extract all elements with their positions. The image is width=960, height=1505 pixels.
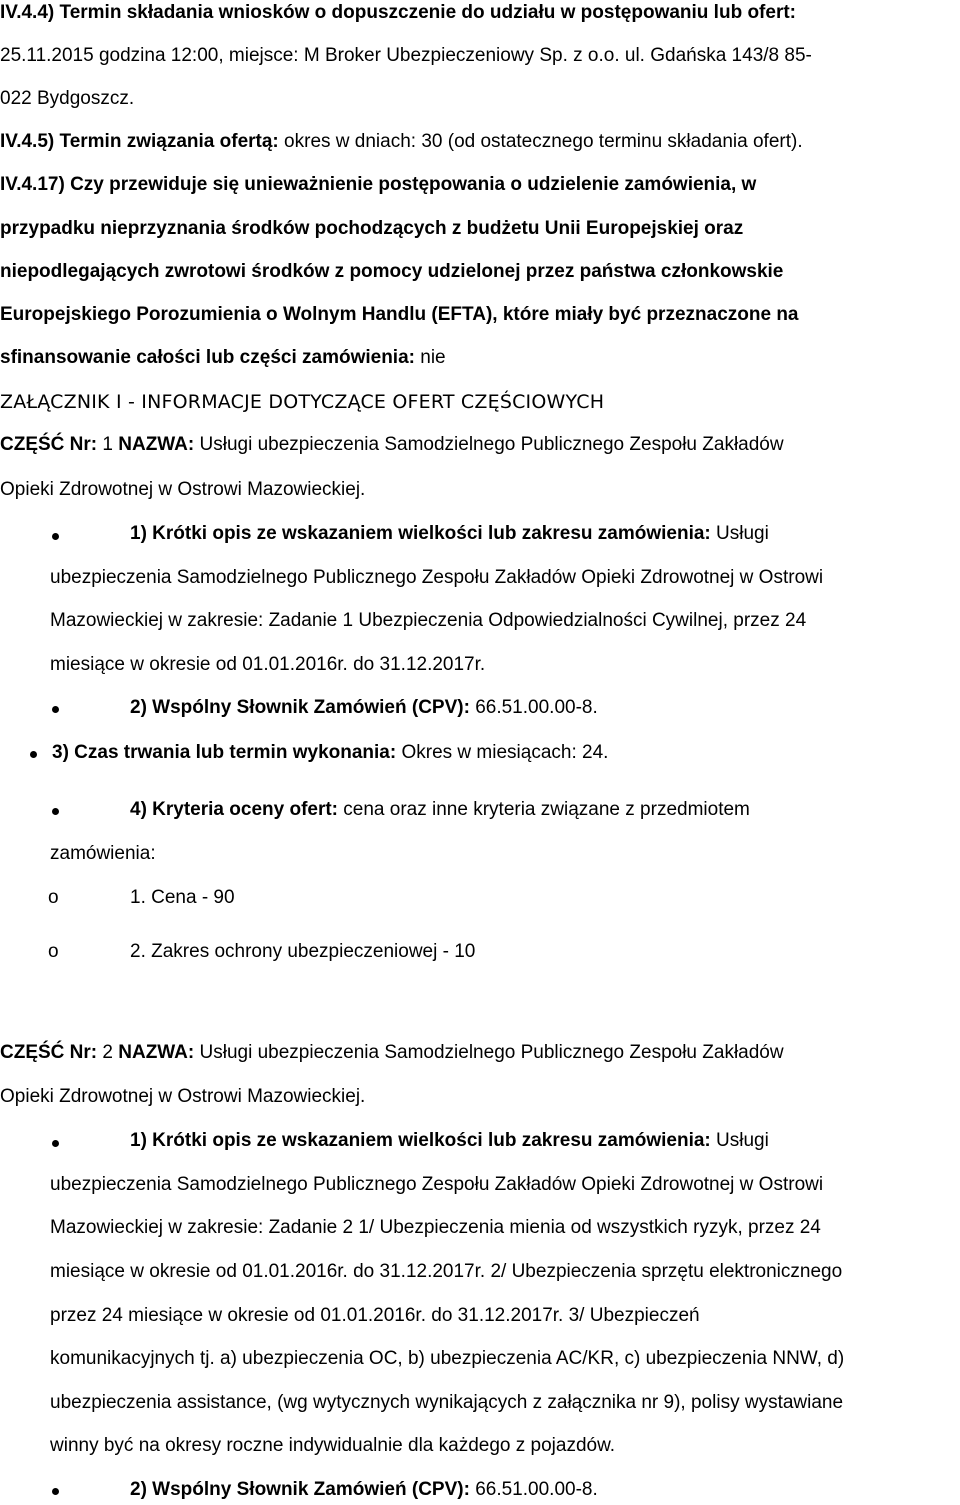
section-iv417-line2: przypadku nieprzyznania środków pochodzących z budżetu Unii Europejskiej oraz: [0, 218, 744, 239]
annex-heading: ZAŁĄCZNIK I - INFORMACJE DOTYCZĄCE OFERT CZĘŚCIOWYCH: [0, 391, 605, 413]
part1-criterion-2: 2. Zakres ochrony ubezpieczeniowej - 10: [130, 941, 476, 962]
part1-item1-value: Usługi: [710, 523, 769, 544]
part1-header-line2: Opieki Zdrowotnej w Ostrowi Mazowieckiej.: [0, 479, 366, 500]
part1-item2: [130, 697, 598, 719]
part1-item1-line3: Mazowieckiej w zakresie: Zadanie 1 Ubezpieczenia Odpowiedzialności Cywilnej, przez 24: [50, 610, 807, 631]
section-iv417-line3: niepodlegających zwrotowi środków z pomocy udzielonej przez państwa członkowskie: [0, 261, 784, 282]
part2-item2: [130, 1479, 598, 1501]
part1-duration-label: 3) Czas trwania lub termin wykonania:: [52, 742, 397, 763]
bullet-icon: [52, 533, 59, 540]
part1-criteria-value: cena oraz inne kryteria związane z przedmiotem: [338, 799, 750, 820]
section-iv45-label: IV.4.5) Termin związania ofertą:: [0, 131, 279, 152]
part1-name-value: Usługi ubezpieczenia Samodzielnego Publicznego Zespołu Zakładów: [194, 434, 784, 455]
part2-item1-line5: przez 24 miesiące w okresie od 01.01.2016r. do 31.12.2017r. 3/ Ubezpieczeń: [50, 1305, 700, 1326]
section-iv45-line: [0, 131, 803, 153]
bullet-icon: [52, 1488, 59, 1495]
part1-cpv-value: 66.51.00.00-8.: [469, 697, 598, 718]
section-iv44-heading: IV.4.4) Termin składania wniosków o dopuszczenie do udziału w postępowaniu lub ofert:: [0, 2, 796, 23]
section-iv44-text-line2: 022 Bydgoszcz.: [0, 88, 135, 109]
circle-bullet-icon: o: [48, 887, 59, 908]
part1-item3: [52, 742, 608, 764]
section-iv417-question: sfinansowanie całości lub części zamówienia:: [0, 347, 415, 368]
section-iv417-answer: nie: [414, 347, 446, 368]
part1-cpv-label: 2) Wspólny Słownik Zamówień (CPV):: [130, 697, 470, 718]
part2-item1-line8: winny być na okresy roczne indywidualnie dla każdego z pojazdów.: [50, 1435, 616, 1456]
section-iv45-value: okres w dniach: 30 (od ostatecznego terminu składania ofert).: [278, 131, 803, 152]
part2-header-line1: [0, 1042, 784, 1064]
part2-name-value: Usługi ubezpieczenia Samodzielnego Publicznego Zespołu Zakładów: [194, 1042, 784, 1063]
part1-duration-value: Okres w miesiącach: 24.: [396, 742, 609, 763]
section-iv417-line1: IV.4.17) Czy przewiduje się unieważnienie postępowania o udzielenie zamówienia, w: [0, 174, 757, 195]
part1-criteria-label: 4) Kryteria oceny ofert:: [130, 799, 339, 820]
bullet-icon: [52, 808, 59, 815]
part2-number-value: 2: [97, 1042, 119, 1063]
part2-cpv-value: 66.51.00.00-8.: [469, 1479, 598, 1500]
part1-item4-line2: zamówienia:: [50, 843, 156, 864]
bullet-icon: [52, 1140, 59, 1147]
part1-item4-line1: [130, 799, 750, 821]
part2-cpv-label: 2) Wspólny Słownik Zamówień (CPV):: [130, 1479, 470, 1500]
part1-item1-line1: [130, 523, 769, 545]
part1-number-label: CZĘŚĆ Nr:: [0, 434, 98, 455]
part2-item1-line2: ubezpieczenia Samodzielnego Publicznego Zespołu Zakładów Opieki Zdrowotnej w Ostrowi: [50, 1174, 824, 1195]
bullet-icon: [30, 751, 37, 758]
part2-number-label: CZĘŚĆ Nr:: [0, 1042, 98, 1063]
part1-criterion-1: 1. Cena - 90: [130, 887, 235, 908]
part1-header-line1: [0, 434, 784, 456]
part2-item1-line1: [130, 1130, 769, 1152]
circle-bullet-icon: o: [48, 941, 59, 962]
section-iv417-line4: Europejskiego Porozumienia o Wolnym Handlu (EFTA), które miały być przeznaczone na: [0, 304, 799, 325]
part2-item1-line3: Mazowieckiej w zakresie: Zadanie 2 1/ Ubezpieczenia mienia od wszystkich ryzyk, przez 24: [50, 1217, 821, 1238]
part2-item1-line6: komunikacyjnych tj. a) ubezpieczenia OC, b) ubezpieczenia AC/KR, c) ubezpieczenia NNW, d): [50, 1348, 845, 1369]
part2-item1-label: 1) Krótki opis ze wskazaniem wielkości lub zakresu zamówienia:: [130, 1130, 711, 1151]
part1-number-value: 1: [97, 434, 119, 455]
part1-item1-line2: ubezpieczenia Samodzielnego Publicznego Zespołu Zakładów Opieki Zdrowotnej w Ostrowi: [50, 567, 824, 588]
part2-item1-line7: ubezpieczenia assistance, (wg wytycznych wynikających z załącznika nr 9), polisy wystawiane: [50, 1392, 844, 1413]
part1-name-label: NAZWA:: [118, 434, 195, 455]
part2-item1-line4: miesiące w okresie od 01.01.2016r. do 31.12.2017r. 2/ Ubezpieczenia sprzętu elektronicznego: [50, 1261, 843, 1282]
part2-item1-value: Usługi: [710, 1130, 769, 1151]
bullet-icon: [52, 706, 59, 713]
part2-header-line2: Opieki Zdrowotnej w Ostrowi Mazowieckiej.: [0, 1086, 366, 1107]
section-iv417-line5: [0, 347, 446, 369]
part1-item1-label: 1) Krótki opis ze wskazaniem wielkości lub zakresu zamówienia:: [130, 523, 711, 544]
part2-name-label: NAZWA:: [118, 1042, 195, 1063]
section-iv44-text-line1: 25.11.2015 godzina 12:00, miejsce: M Broker Ubezpieczeniowy Sp. z o.o. ul. Gdańska 143/8 85-: [0, 45, 812, 66]
part1-item1-line4: miesiące w okresie od 01.01.2016r. do 31.12.2017r.: [50, 654, 486, 675]
